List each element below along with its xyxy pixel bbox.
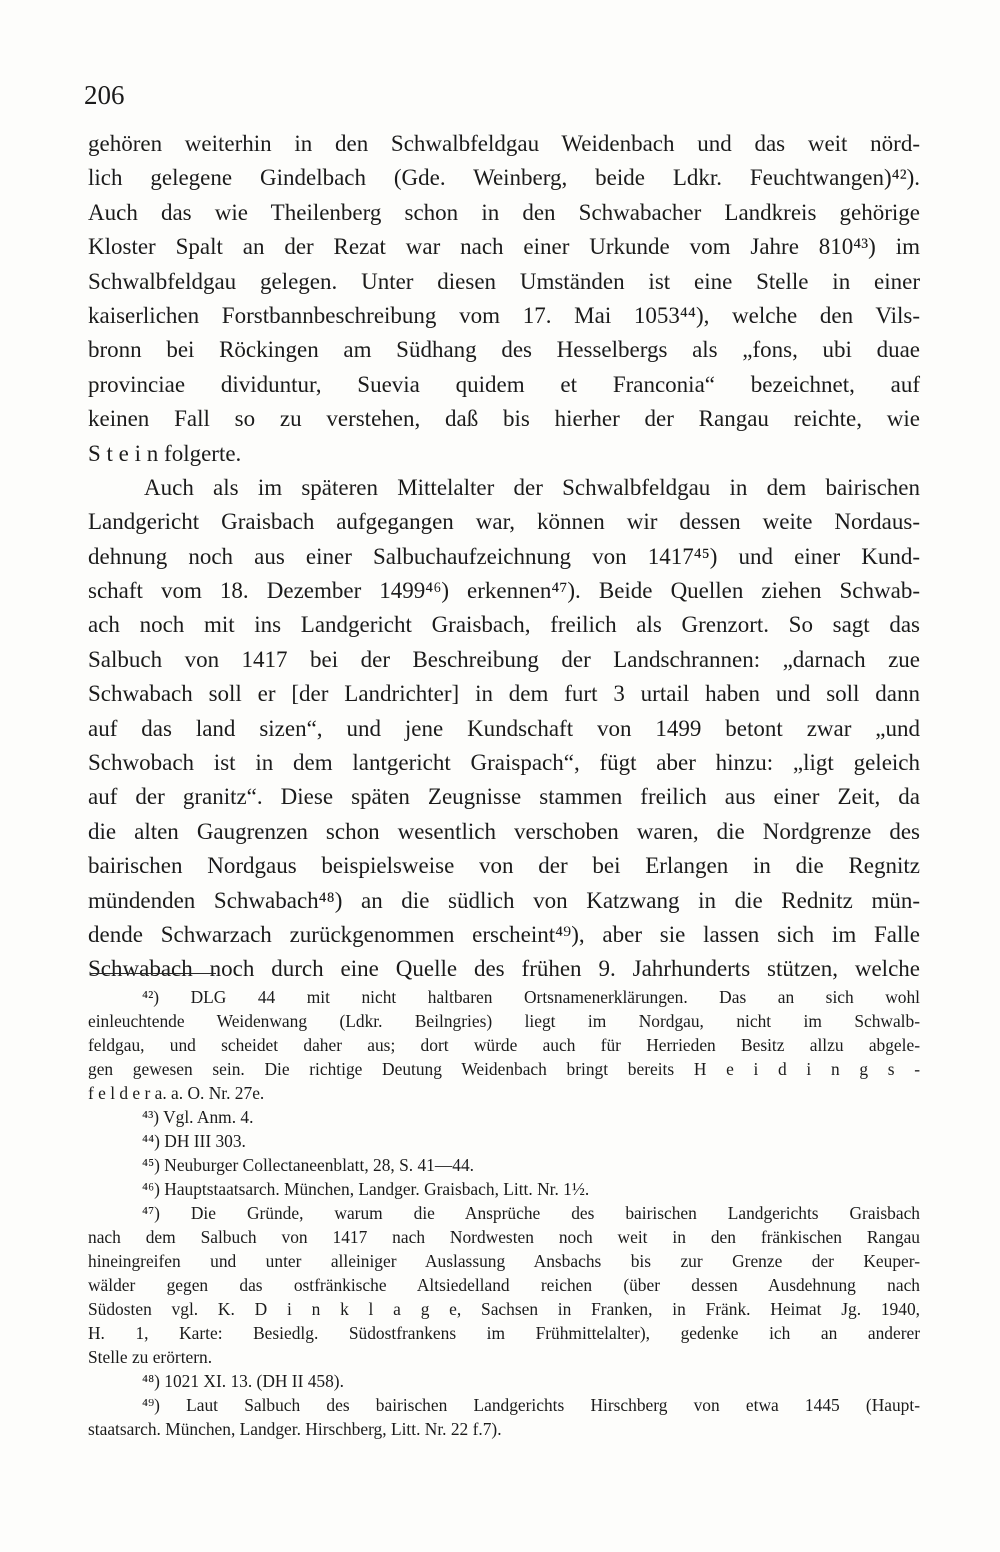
body-text-line: auf das land sizen“, und jene Kundschaft von 1499 betont zwar „und xyxy=(88,715,920,741)
footnote-line: H. 1, Karte: Besiedlg. Südostfrankens im Frühmittelalter), gedenke ich an anderer xyxy=(88,1323,920,1343)
footnote-line: ⁴⁵) Neuburger Collectaneenblatt, 28, S. 41—44. xyxy=(142,1155,475,1175)
body-text-line: keinen Fall so zu verstehen, daß bis hierher der Rangau reichte, wie xyxy=(88,406,920,432)
body-text-line: ach noch mit ins Landgericht Graisbach, freilich als Grenzort. So sagt das xyxy=(88,612,920,638)
body-text-line: gehören weiterhin in den Schwalbfeldgau Weidenbach und das weit nörd- xyxy=(88,131,920,156)
footnote-line: Stelle zu erörtern. xyxy=(88,1347,213,1367)
footnote-line: ⁴³) Vgl. Anm. 4. xyxy=(142,1107,254,1127)
body-text-line: kaiserlichen Forstbannbeschreibung vom 17. Mai 1053⁴⁴), welche den Vils- xyxy=(88,302,920,328)
body-text-line: Salbuch von 1417 bei der Beschreibung der Landschrannen: „darnach zue xyxy=(88,646,920,672)
body-text-line: Auch das wie Theilenberg schon in den Schwabacher Landkreis gehörige xyxy=(88,199,920,225)
footnote-line: staatsarch. München, Landger. Hirschberg, Litt. Nr. 22 f.7). xyxy=(88,1419,502,1439)
footnote-line: f e l d e r a. a. O. Nr. 27e. xyxy=(88,1083,265,1103)
body-text-line: Landgericht Graisbach aufgegangen war, können wir dessen weite Nordaus- xyxy=(88,509,920,535)
page-number: 206 xyxy=(84,80,125,110)
body-text-line: dende Schwarzach zurückgenommen erscheint⁴⁹), aber sie lassen sich im Falle xyxy=(88,921,920,947)
body-text-line: bairischen Nordgaus beispielsweise von der bei Erlangen in die Regnitz xyxy=(88,853,920,879)
body-text-line: Schwalbfeldgau gelegen. Unter diesen Umständen ist eine Stelle in einer xyxy=(88,268,920,294)
body-text-line: provinciae dividuntur, Suevia quidem et Franconia“ bezeichnet, auf xyxy=(88,371,920,397)
body-text-line: schaft vom 18. Dezember 1499⁴⁶) erkennen⁴⁷). Beide Quellen ziehen Schwab- xyxy=(88,578,920,604)
body-text-line: S t e i n folgerte. xyxy=(88,440,242,466)
body-text-line: Schwabach soll er [der Landrichter] in dem furt 3 urtail haben und soll dann xyxy=(88,681,920,707)
footnote-line: ⁴⁹) Laut Salbuch des bairischen Landgerichts Hirschberg von etwa 1445 (Haupt- xyxy=(142,1395,920,1415)
footnote-line: einleuchtende Weidenwang (Ldkr. Beilngries) liegt im Nordgau, nicht im Schwalb- xyxy=(88,1011,920,1031)
footnote-line: nach dem Salbuch von 1417 nach Nordwesten noch weit in den fränkischen Rangau xyxy=(88,1227,920,1247)
footnote-line: ⁴⁷) Die Gründe, warum die Ansprüche des bairischen Landgerichts Graisbach xyxy=(142,1203,920,1223)
body-text-line: bronn bei Röckingen am Südhang des Hesselbergs als „fons, ubi duae xyxy=(88,337,920,363)
body-text-line: Kloster Spalt an der Rezat war nach einer Urkunde vom Jahre 810⁴³) im xyxy=(88,234,920,260)
footnote-line: gen gewesen sein. Die richtige Deutung Weidenbach bringt bereits H e i d i n g s - xyxy=(88,1059,920,1079)
body-text-line: Schwobach ist in dem lantgericht Graispach“, fügt aber hinzu: „ligt geleich xyxy=(88,750,920,776)
footnote-line: ⁴²) DLG 44 mit nicht haltbaren Ortsnamenerklärungen. Das an sich wohl xyxy=(142,987,920,1007)
footnote-line: hineingreifen und unter alleiniger Auslassung Ansbachs bis zur Grenze der Keuper- xyxy=(88,1251,920,1271)
footnote-line: ⁴⁸) 1021 XI. 13. (DH II 458). xyxy=(142,1371,344,1391)
body-text-line: lich gelegene Gindelbach (Gde. Weinberg, beide Ldkr. Feuchtwangen)⁴²). xyxy=(88,165,920,191)
footnotes xyxy=(88,985,920,1441)
footnote-line: wälder gegen das ostfränkische Altsiedelland reichen (über dessen Ausdehnung nach xyxy=(88,1275,920,1295)
body-text-line: mündenden Schwabach⁴⁸) an die südlich von Katzwang in die Rednitz mün- xyxy=(88,887,920,913)
footnote-separator-rule xyxy=(90,973,216,974)
footnote-line: Südosten vgl. K. D i n k l a g e, Sachsen in Franken, in Fränk. Heimat Jg. 1940, xyxy=(88,1299,920,1319)
body-text-line: dehnung noch aus einer Salbuchaufzeichnung von 1417⁴⁵) und einer Kund- xyxy=(88,543,920,569)
body-text xyxy=(88,127,920,987)
footnote-line: ⁴⁴) DH III 303. xyxy=(142,1131,246,1151)
body-text-line: auf der granitz“. Diese späten Zeugnisse stammen freilich aus einer Zeit, da xyxy=(88,784,920,810)
body-text-line: die alten Gaugrenzen schon wesentlich verschoben waren, die Nordgrenze des xyxy=(88,818,920,844)
body-text-line: Auch als im späteren Mittelalter der Schwalbfeldgau in dem bairischen xyxy=(144,474,920,500)
footnote-line: feldgau, und scheidet daher aus; dort würde auch für Herrieden Besitz allzu abgele- xyxy=(88,1035,920,1055)
footnote-line: ⁴⁶) Hauptstaatsarch. München, Landger. Graisbach, Litt. Nr. 1½. xyxy=(142,1179,590,1199)
body-text-line: Schwabach noch durch eine Quelle des frühen 9. Jahrhunderts stützen, welche xyxy=(88,956,920,982)
